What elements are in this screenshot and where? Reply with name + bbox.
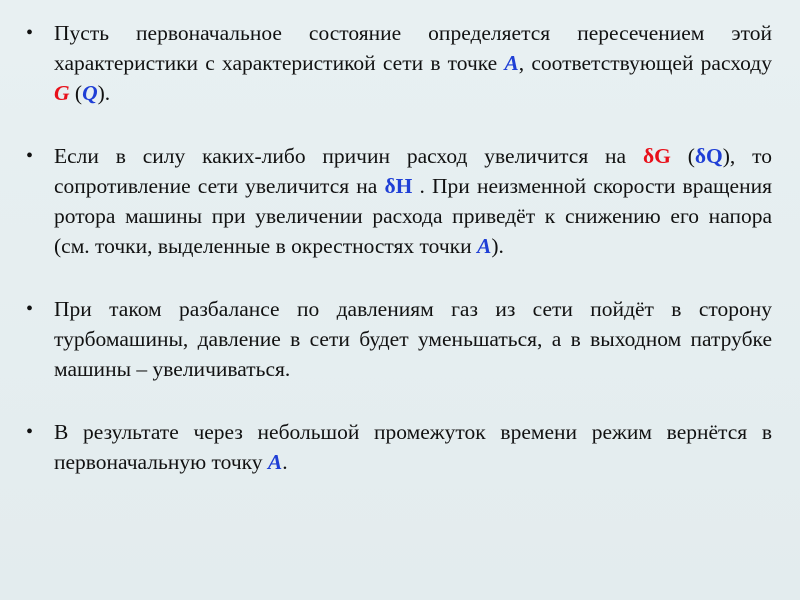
flow-q-label: Q bbox=[82, 81, 98, 105]
bullet-icon: • bbox=[26, 421, 34, 443]
paragraph-initial-state bbox=[24, 18, 772, 108]
text: ). bbox=[97, 81, 111, 105]
text: Пусть первоначальное состояние определяется пересечением этой характеристики с характеристикой сети в точке bbox=[54, 21, 772, 75]
bullet-list bbox=[24, 18, 772, 477]
paragraph-return-to-point bbox=[24, 417, 772, 477]
text: Если в силу каких-либо причин расход увеличится на bbox=[54, 144, 643, 168]
text: ( bbox=[69, 81, 83, 105]
bullet-icon: • bbox=[26, 298, 34, 320]
delta-h-label: δH bbox=[384, 174, 413, 198]
paragraph-flow-increase bbox=[24, 141, 772, 261]
text: При таком разбалансе по давлениям газ из сети пойдёт в сторону турбомашины, давление в сети будет уменьшаться, а в выходном патрубке машины – увеличиваться. bbox=[54, 297, 772, 381]
text: . bbox=[282, 450, 288, 474]
text: , соответствующей расходу bbox=[518, 51, 772, 75]
flow-g-label: G bbox=[54, 81, 70, 105]
text: ). bbox=[491, 234, 504, 258]
paragraph-pressure-imbalance bbox=[24, 294, 772, 384]
text: ( bbox=[670, 144, 695, 168]
point-a-label: A bbox=[267, 450, 283, 474]
delta-q-label: δQ bbox=[694, 144, 723, 168]
delta-g-label: δG bbox=[642, 144, 671, 168]
text: В результате через небольшой промежуток времени режим вернётся в первоначальную точку bbox=[54, 420, 772, 474]
bullet-icon: • bbox=[26, 145, 34, 167]
point-a-label: A bbox=[504, 51, 519, 75]
text: . При неизменной скорости вращения ротора машины при увеличении расхода приведёт к снижению его напора (см. точки, выделенные в окрестностях точки bbox=[54, 174, 772, 258]
text: ), то сопротивление сети увеличится на bbox=[54, 144, 772, 198]
bullet-icon: • bbox=[26, 22, 34, 44]
point-a-label: A bbox=[477, 234, 492, 258]
